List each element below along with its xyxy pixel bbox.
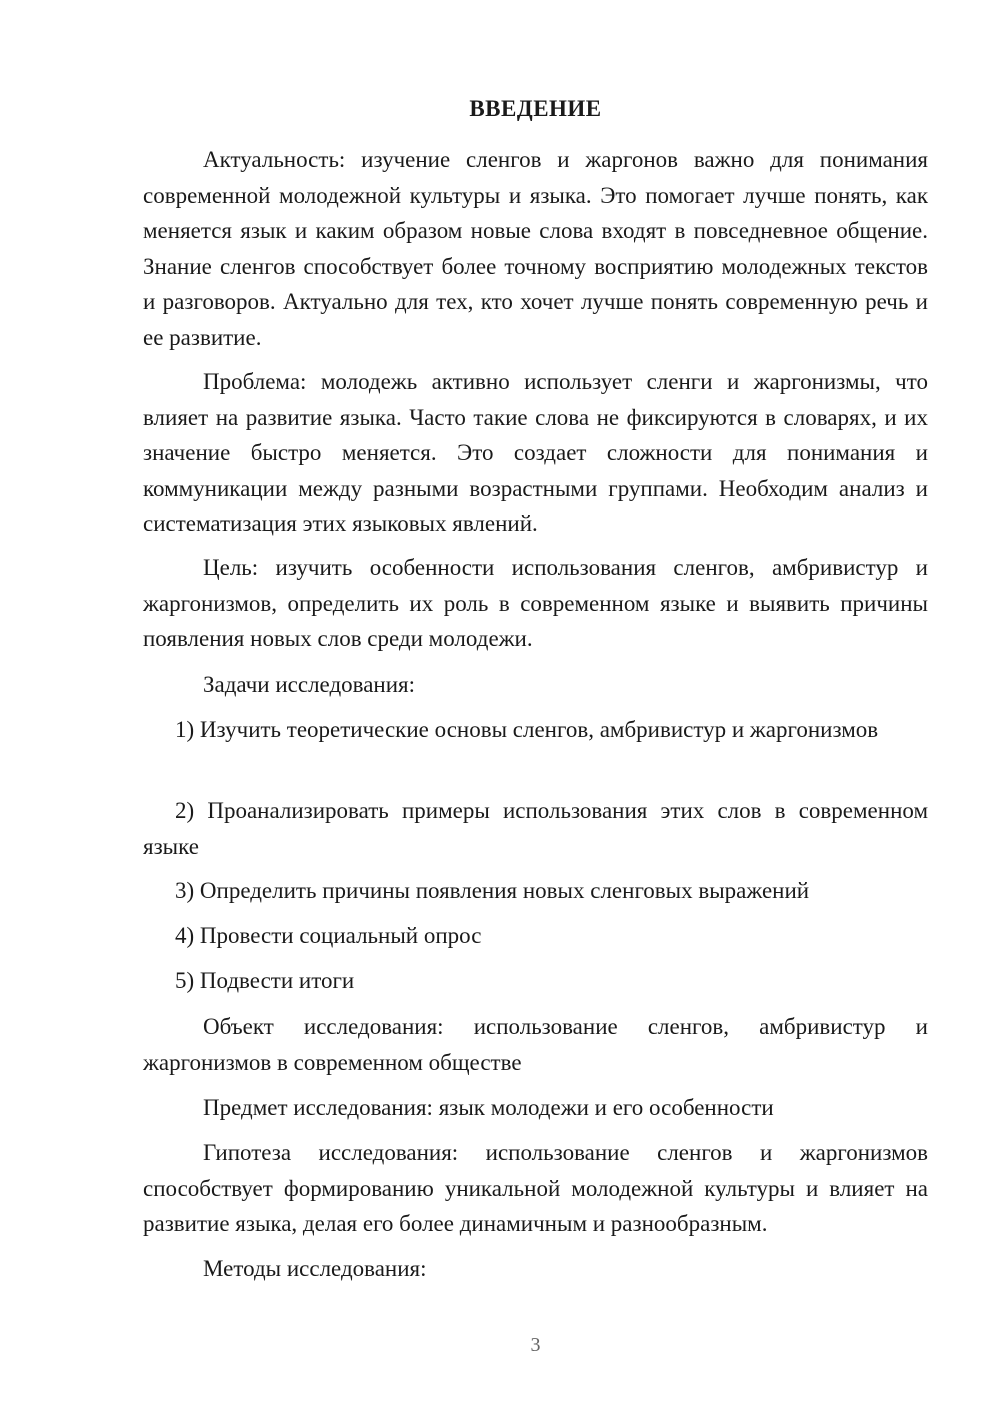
paragraph-relevance: Актуальность: изучение сленгов и жаргонов важно для понимания современной молодежной культуры и языка. Это помогает лучше понять, как меняется язык и каким образом новые слова входят в повседневное общение. Знание сленгов способствует более точному восприятию молодежных текстов и разговоров. Актуально для тех, кто хочет лучше понять современную речь и ее развитие. bbox=[143, 147, 928, 350]
page-title: ВВЕДЕНИЕ bbox=[469, 96, 602, 121]
methods-heading: Методы исследования: bbox=[203, 1256, 427, 1281]
page-number: 3 bbox=[530, 1334, 541, 1356]
paragraph-subject: Предмет исследования: язык молодежи и его особенности bbox=[203, 1095, 774, 1120]
document-page bbox=[143, 0, 928, 1414]
task-item-2: 2) Проанализировать примеры использования этих слов в современном языке bbox=[143, 798, 928, 859]
task-item-5: 5) Подвести итоги bbox=[175, 968, 355, 993]
paragraph-problem: Проблема: молодежь активно использует сленги и жаргонизмы, что влияет на развитие языка. Часто такие слова не фиксируются в словарях, и их значение быстро меняется. Это создает сложности для понимания и коммуникации между разными возрастными группами. Необходим анализ и систематизация этих языковых явлений. bbox=[143, 369, 928, 536]
paragraph-hypothesis: Гипотеза исследования: использование сленгов и жаргонизмов способствует формированию уникальной молодежной культуры и влияет на развитие языка, делая его более динамичным и разнообразным. bbox=[143, 1140, 928, 1236]
task-item-4: 4) Провести социальный опрос bbox=[175, 923, 482, 948]
tasks-heading: Задачи исследования: bbox=[203, 672, 416, 697]
task-item-3: 3) Определить причины появления новых сленговых выражений bbox=[175, 878, 810, 903]
paragraph-goal: Цель: изучить особенности использования сленгов, амбривистур и жаргонизмов, определить их роль в современном языке и выявить причины появления новых слов среди молодежи. bbox=[143, 555, 928, 651]
paragraph-object: Объект исследования: использование сленгов, амбривистур и жаргонизмов в современном обществе bbox=[143, 1014, 928, 1075]
task-item-1: 1) Изучить теоретические основы сленгов, амбривистур и жаргонизмов bbox=[175, 717, 879, 742]
